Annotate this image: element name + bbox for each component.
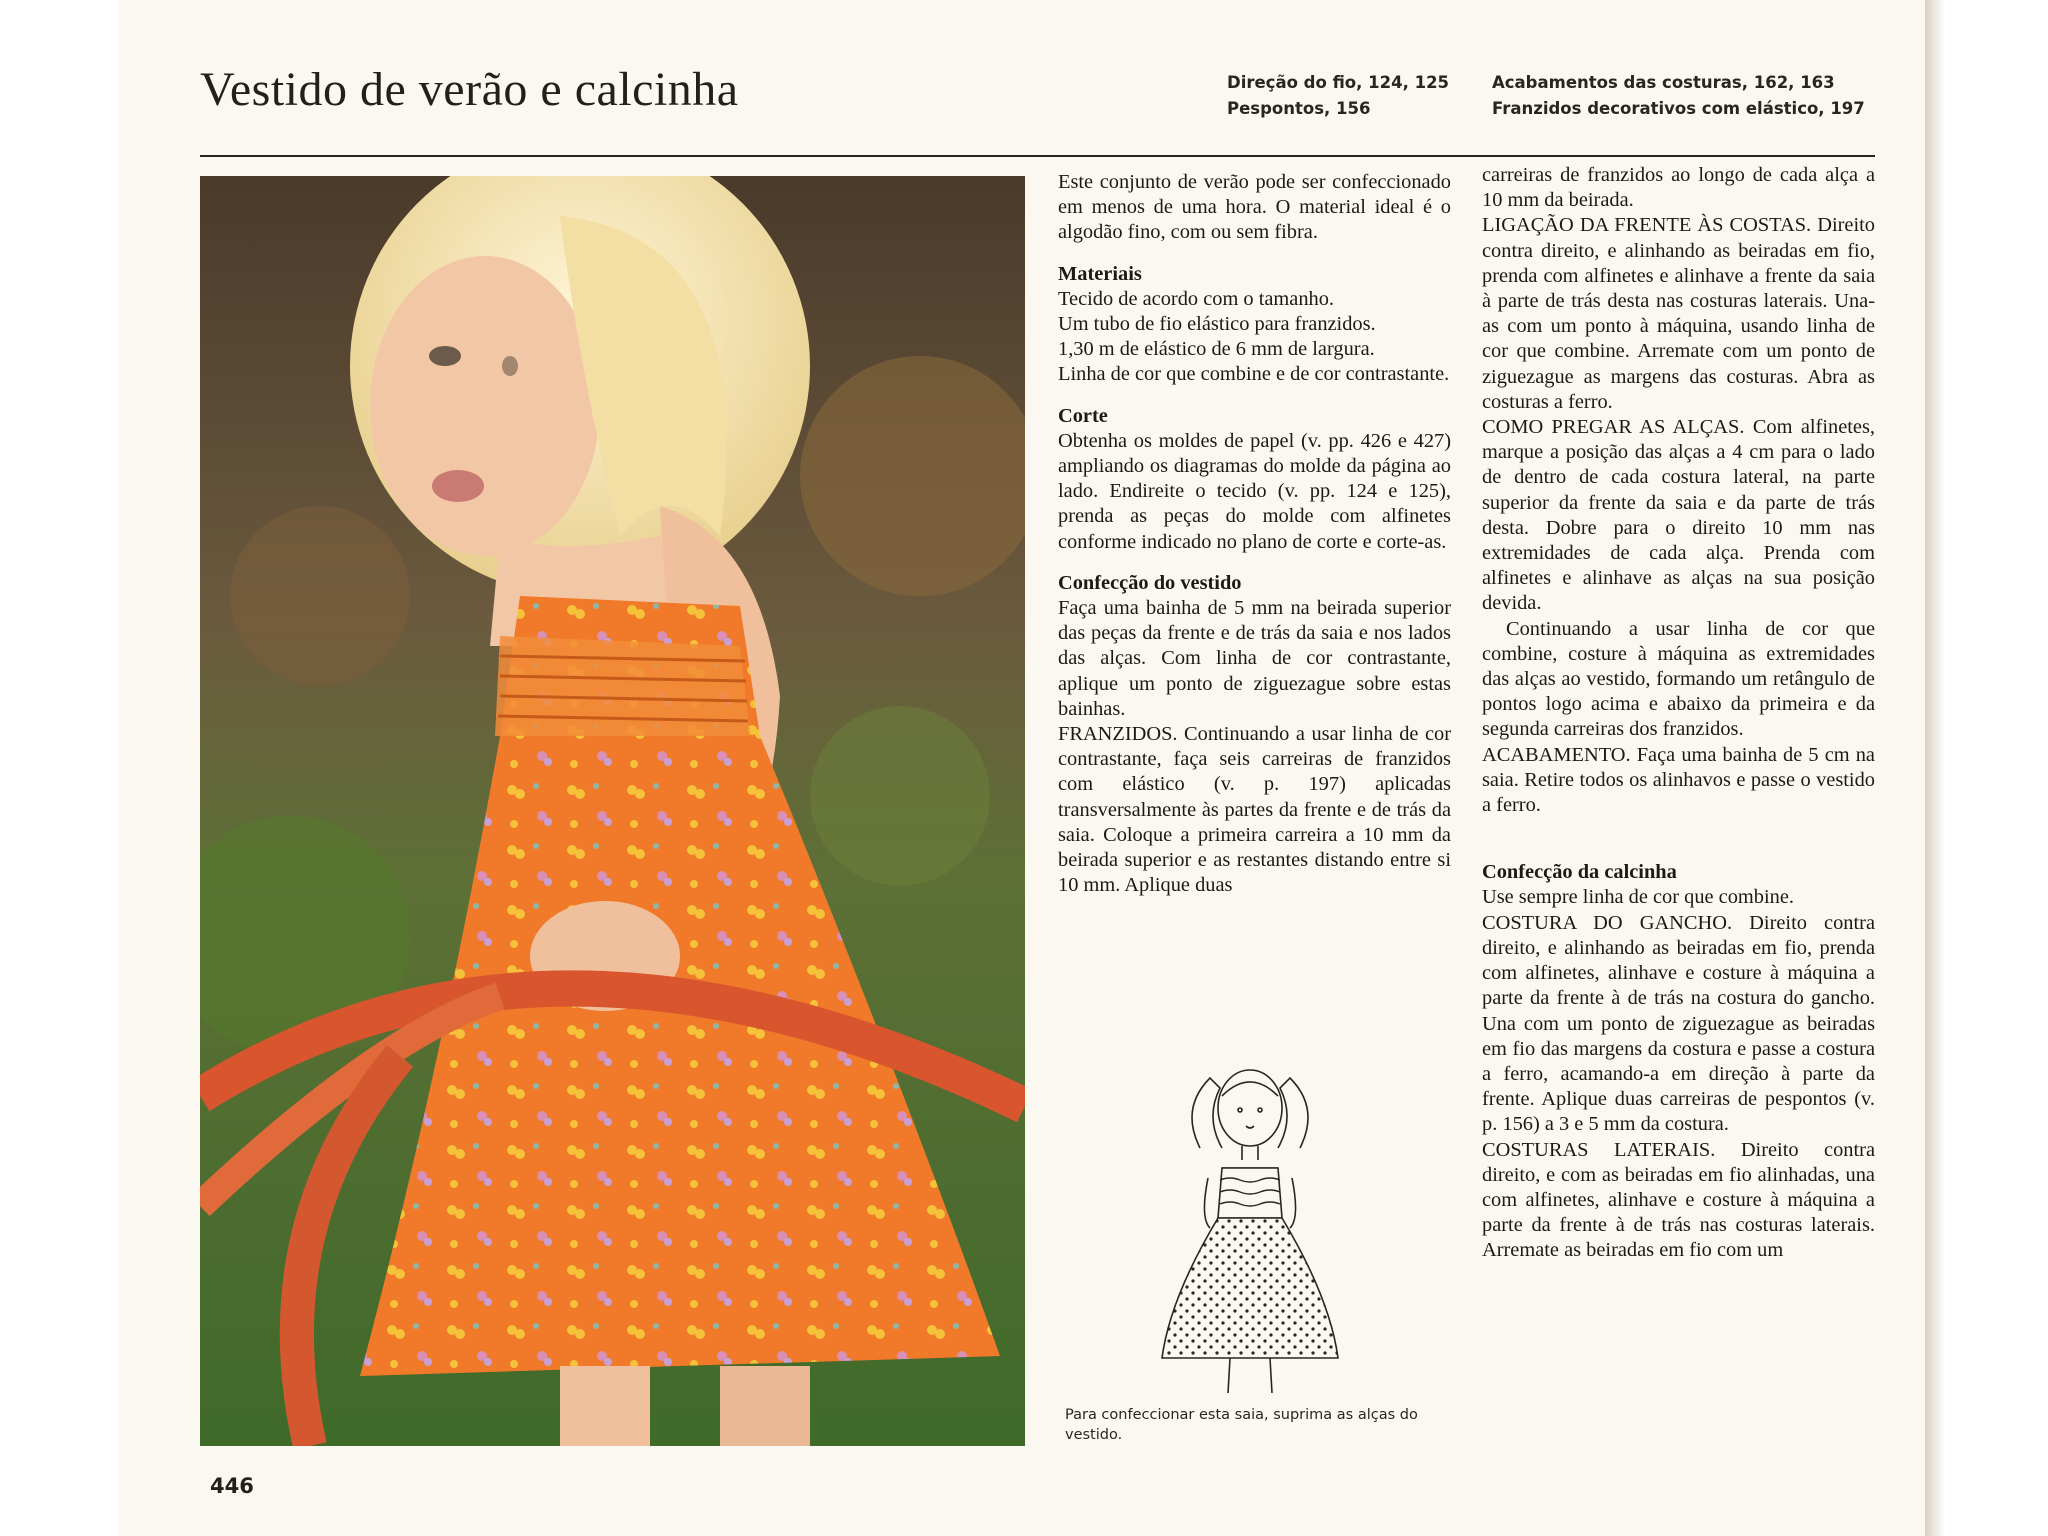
materials-item: 1,30 m de elástico de 6 mm de largura.	[1058, 338, 1375, 361]
finishing-paragraph: ACABAMENTO. Faça uma bainha de 5 cm na saia. Retire todos os alinhavos e passe o vestido a ferro.	[1482, 743, 1875, 817]
page-edge-shadow	[1925, 0, 1945, 1536]
cut-paragraph: Obtenha os moldes de papel (v. pp. 426 e 427) ampliando os diagramas do molde da página ao lado. Endireite o tecido (v. pp. 124 e 125), prenda as peças do molde com alfinetes conforme indicado no plano de corte e corte-as.	[1058, 429, 1451, 553]
page-number: 446	[210, 1474, 254, 1498]
reference-item: Direção do fio, 124, 125	[1227, 73, 1450, 92]
text-column-2	[1482, 163, 1875, 1264]
header-rule	[200, 155, 1875, 157]
straps-paragraph: COMO PREGAR AS ALÇAS. Com alfinetes, marque a posição das alças a 4 cm para o lado de dentro de cada costura lateral, na parte superior da frente da saia e da parte de trás desta. Dobre para o direito 10 mm nas extremidades de cada alça. Prenda com alfinetes e alinhave as alças na sua posição devida.	[1482, 416, 1875, 615]
dress-heading: Confecção do vestido	[1058, 571, 1242, 594]
intro-paragraph: Este conjunto de verão pode ser confeccionado em menos de uma hora. O material ideal é o algodão fino, com ou sem fibra.	[1058, 171, 1451, 244]
photo-girl-in-summer-dress	[200, 176, 1025, 1446]
continued-paragraph: carreiras de franzidos ao longo de cada alça a 10 mm da beirada.	[1482, 164, 1875, 212]
stitching-paragraph: Continuando a usar linha de cor que combine, costure à máquina as extremidades das alças ao vestido, formando um retângulo de pontos logo acima e abaixo da primeira e da segunda carreiras dos franzidos.	[1482, 617, 1875, 741]
joining-paragraph: LIGAÇÃO DA FRENTE ÀS COSTAS. Direito contra direito, e alinhando as beiradas em fio, prenda com alfinetes e alinhave a frente da saia à parte de trás desta nas costuras laterais. Una-as com um ponto à máquina, usando linha de cor que combine. Arremate com um ponto de ziguezague as margens das costuras. Abra as costuras a ferro.	[1482, 214, 1875, 413]
dress-sketch-illustration	[1160, 1068, 1340, 1398]
page-title: Vestido de verão e calcinha	[200, 63, 739, 116]
reference-item: Acabamentos das costuras, 162, 163	[1492, 73, 1835, 92]
materials-item: Linha de cor que combine e de cor contrastante.	[1058, 363, 1450, 386]
side-seams-paragraph: COSTURAS LATERAIS. Direito contra direito, e com as beiradas em fio alinhadas, una com alfinetes, alinhave e costure à máquina a parte da frente à de trás nas costuras laterais. Arremate as beiradas em fio com um	[1482, 1138, 1875, 1262]
reference-item: Pespontos, 156	[1227, 99, 1371, 118]
text-column-1	[1058, 170, 1451, 898]
materials-heading: Materiais	[1058, 262, 1142, 285]
illustration-caption: Para confeccionar esta saia, suprima as alças do vestido.	[1065, 1407, 1418, 1443]
cut-heading: Corte	[1058, 404, 1108, 427]
cross-references-left	[1227, 70, 1449, 122]
materials-item: Um tubo de fio elástico para franzidos.	[1058, 313, 1376, 336]
materials-item: Tecido de acordo com o tamanho.	[1058, 287, 1335, 310]
cross-references-right	[1492, 70, 1865, 122]
gathers-paragraph: FRANZIDOS. Continuando a usar linha de cor contrastante, faça seis carreiras de franzidos com elástico (v. p. 197) aplicadas transversalmente às partes da frente e de trás da saia. Coloque a primeira carreira a 10 mm da beirada superior e as restantes distando entre si 10 mm. Aplique duas	[1058, 723, 1451, 897]
crotch-seam-paragraph: COSTURA DO GANCHO. Direito contra direito, e alinhando as beiradas em fio, prenda com alfinetes, alinhave e costure à máquina a parte da frente à de trás na costura do gancho. Una com um ponto de ziguezague as beiradas em fio das margens da costura e passe a costura a ferro, acamando-a em direção à parte da frente. Aplique duas carreiras de pespontos (v. p. 156) a 3 e 5 mm da costura.	[1482, 911, 1875, 1136]
dress-paragraph: Faça uma bainha de 5 mm na beirada superior das peças da frente e de trás da saia e nos lados das alças. Com linha de cor contrastante, aplique um ponto de ziguezague sobre estas bainhas.	[1058, 597, 1451, 720]
thread-paragraph: Use sempre linha de cor que combine.	[1482, 886, 1794, 909]
panties-heading: Confecção da calcinha	[1482, 861, 1677, 884]
reference-item: Franzidos decorativos com elástico, 197	[1492, 99, 1865, 118]
